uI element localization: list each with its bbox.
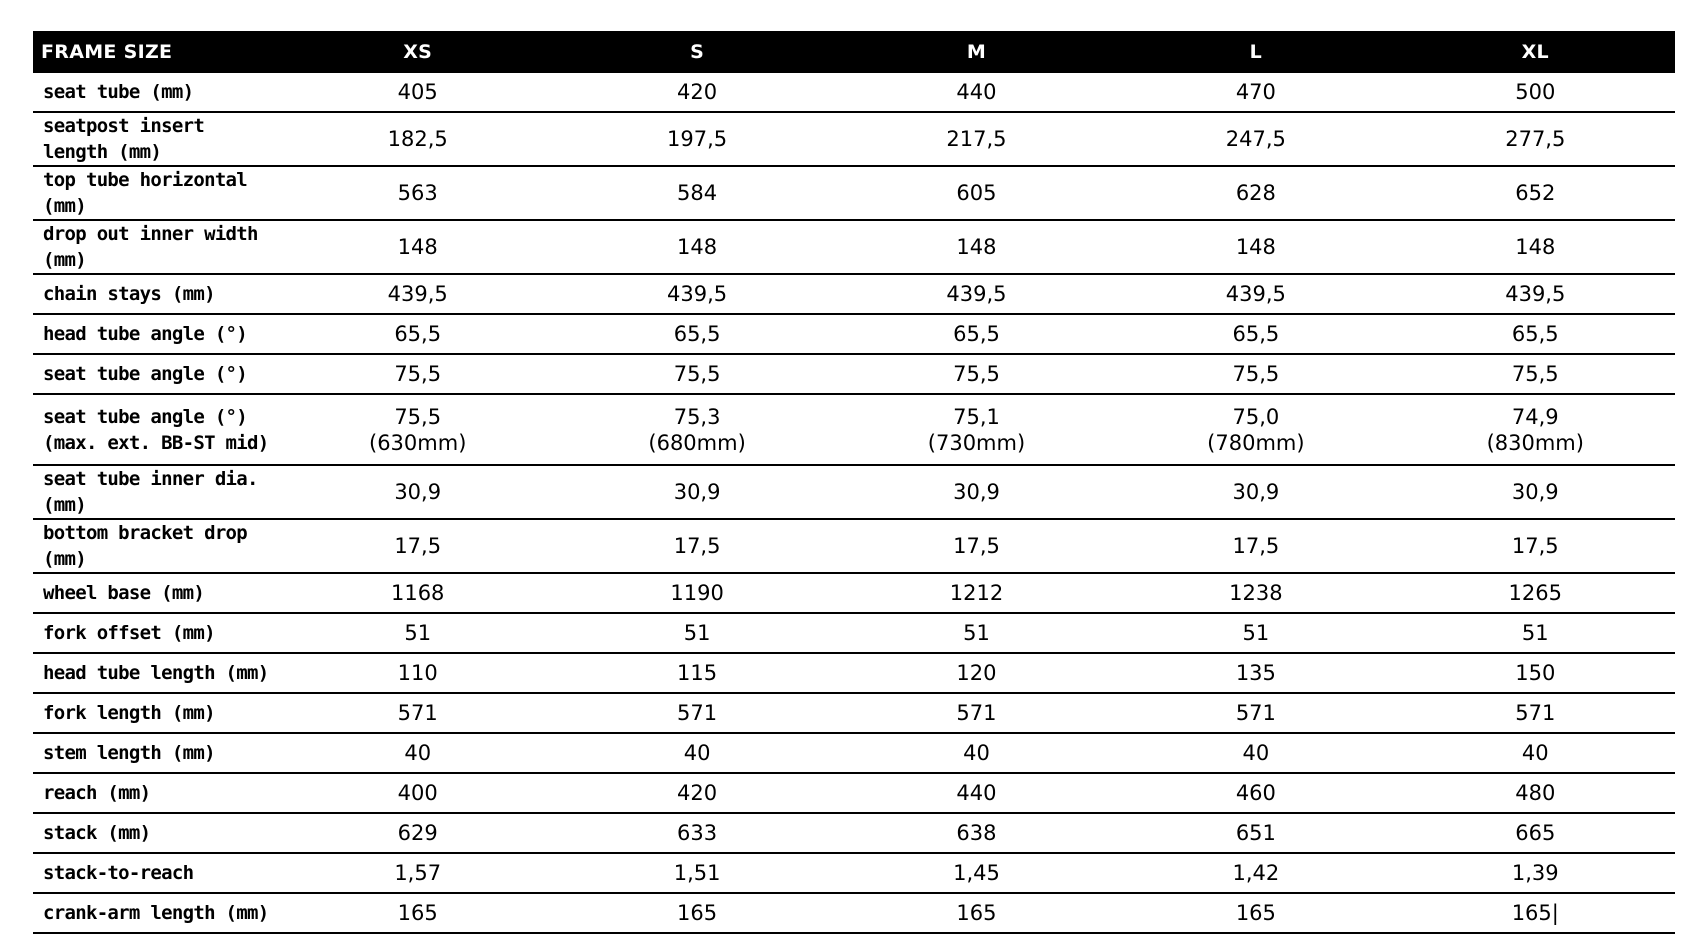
table-cell (837, 653, 1116, 693)
table-cell (278, 465, 557, 519)
table-cell (278, 314, 557, 354)
cell-value: 40 (1242, 741, 1270, 765)
cell-value: 74,9 (1511, 404, 1559, 429)
table-cell (278, 394, 557, 465)
row-label-text: seat tube angle (°) (43, 405, 248, 428)
table-cell (1116, 519, 1395, 573)
table-cell (1396, 314, 1675, 354)
cell-value: 1238 (1229, 581, 1283, 605)
cell-value: 563 (397, 181, 438, 205)
table-cell (837, 73, 1116, 112)
row-label (33, 394, 278, 465)
table-cell (557, 220, 836, 274)
table-cell (278, 693, 557, 733)
cell-value: 17,5 (1232, 534, 1280, 558)
cell-value: 30,9 (953, 480, 1000, 504)
cell-value: 148 (1515, 235, 1556, 259)
cell-value: 165 (956, 901, 997, 925)
table-cell (278, 166, 557, 220)
row-label-text: top tube horizontal (mm) (43, 169, 248, 217)
row-label-text: seat tube inner dia.(mm) (43, 468, 258, 516)
cell-value: 51 (1242, 621, 1270, 645)
cell-value: 148 (677, 235, 718, 259)
table-cell (557, 394, 836, 465)
cell-value: 165 (397, 901, 438, 925)
table-cell (557, 314, 836, 354)
table-cell (278, 893, 557, 933)
cell-value: 148 (956, 235, 997, 259)
cell-value: 571 (956, 701, 997, 725)
row-label-text: bottom bracket drop (mm) (43, 522, 248, 570)
cell-value: 1212 (949, 581, 1004, 605)
table-row (33, 274, 1675, 314)
cell-value: 148 (397, 235, 438, 259)
table-cell (1116, 773, 1395, 813)
cell-value: 1190 (670, 581, 724, 605)
cell-value: 30,9 (1232, 480, 1280, 504)
row-label (33, 220, 278, 274)
table-row (33, 314, 1675, 354)
table-cell (1116, 314, 1395, 354)
cell-value: 65,5 (673, 322, 721, 346)
table-cell (837, 813, 1116, 853)
cell-value: 247,5 (1225, 127, 1286, 151)
row-label (33, 733, 278, 773)
table-row (33, 853, 1675, 893)
cell-value: 110 (397, 661, 438, 685)
table-cell (557, 354, 836, 394)
table-cell (1116, 465, 1395, 519)
table-cell (1396, 354, 1675, 394)
table-row (33, 220, 1675, 274)
cell-value: 51 (404, 621, 432, 645)
cell-value: 65,5 (394, 322, 442, 346)
cell-subvalue: (630mm) (369, 430, 467, 455)
table-cell (1396, 893, 1675, 933)
cell-value: 51 (1521, 621, 1549, 645)
table-cell (557, 853, 836, 893)
table-cell (278, 354, 557, 394)
row-label-text: reach (mm) (43, 782, 151, 804)
cell-subvalue: (730mm) (927, 430, 1026, 455)
table-cell (1116, 653, 1395, 693)
table-cell (837, 274, 1116, 314)
table-row (33, 465, 1675, 519)
table-cell (557, 733, 836, 773)
table-cell (1116, 573, 1395, 613)
table-cell (837, 465, 1116, 519)
cell-value: 629 (397, 821, 438, 845)
row-label (33, 893, 278, 933)
cell-value: 571 (677, 701, 718, 725)
cell-value: 115 (677, 661, 718, 685)
table-cell (278, 73, 557, 112)
table-cell (557, 465, 836, 519)
cell-value: 651 (1235, 821, 1276, 845)
cell-value: 40 (1521, 741, 1549, 765)
table-cell (557, 112, 836, 166)
table-cell (1396, 220, 1675, 274)
cell-value: 439,5 (387, 282, 448, 306)
cell-value: 440 (956, 80, 997, 104)
table-cell (1396, 853, 1675, 893)
cell-subvalue: (680mm) (648, 430, 746, 455)
row-label (33, 73, 278, 112)
cell-value: 165| (1511, 901, 1559, 925)
table-row (33, 613, 1675, 653)
row-label (33, 519, 278, 573)
cell-value: 40 (963, 741, 990, 765)
cell-value: 51 (683, 621, 711, 645)
row-label (33, 314, 278, 354)
cell-value: 1,39 (1511, 861, 1559, 885)
table-cell (1116, 733, 1395, 773)
table-cell (837, 853, 1116, 893)
cell-value: 439,5 (1505, 282, 1566, 306)
row-label (33, 613, 278, 653)
row-label-text: stem length (mm) (43, 742, 215, 764)
table-cell (1396, 773, 1675, 813)
table-cell (1116, 394, 1395, 465)
cell-value: 480 (1515, 781, 1556, 805)
table-cell (837, 394, 1116, 465)
cell-value: 439,5 (667, 282, 728, 306)
row-label (33, 693, 278, 733)
cell-value: 584 (677, 181, 718, 205)
table-cell (1116, 220, 1395, 274)
table-cell (1396, 394, 1675, 465)
cell-subvalue: (780mm) (1207, 430, 1305, 455)
cell-value: 500 (1515, 80, 1556, 104)
table-cell (837, 112, 1116, 166)
cell-value: 439,5 (946, 282, 1007, 306)
cell-value: 182,5 (387, 127, 448, 151)
cell-value: 75,5 (394, 404, 442, 429)
table-row (33, 394, 1675, 465)
table-row (33, 73, 1675, 112)
row-label (33, 813, 278, 853)
table-cell (1116, 813, 1395, 853)
row-label-text: head tube angle (°) (43, 323, 248, 345)
table-cell (557, 893, 836, 933)
cell-value: 40 (683, 741, 711, 765)
table-cell (278, 220, 557, 274)
row-label (33, 166, 278, 220)
row-label-text: stack (mm) (43, 822, 151, 844)
table-cell (1116, 893, 1395, 933)
cell-value: 420 (677, 781, 718, 805)
table-cell (557, 773, 836, 813)
cell-value: 420 (677, 80, 718, 104)
table-cell (1396, 653, 1675, 693)
cell-value: 217,5 (946, 127, 1007, 151)
table-cell (278, 613, 557, 653)
table-cell (1116, 112, 1395, 166)
row-label-text: fork offset (mm) (43, 622, 215, 644)
row-label (33, 653, 278, 693)
cell-value: 405 (397, 80, 438, 104)
table-body (33, 73, 1675, 933)
cell-value: 571 (1515, 701, 1556, 725)
cell-value: 470 (1235, 80, 1276, 104)
table-row (33, 354, 1675, 394)
row-label (33, 853, 278, 893)
cell-value: 65,5 (1232, 322, 1280, 346)
cell-value: 440 (956, 781, 997, 805)
cell-value: 1,42 (1232, 861, 1280, 885)
row-label (33, 274, 278, 314)
size-header-xs: XS (278, 31, 557, 73)
cell-value: 633 (677, 821, 718, 845)
cell-value: 165 (677, 901, 718, 925)
cell-value: 75,5 (1232, 362, 1280, 386)
table-cell (1396, 573, 1675, 613)
cell-value: 165 (1235, 901, 1276, 925)
table-cell (1116, 166, 1395, 220)
table-row (33, 653, 1675, 693)
cell-value: 628 (1235, 181, 1276, 205)
row-label-subtext: (max. ext. BB-ST mid) (43, 431, 269, 454)
table-cell (557, 73, 836, 112)
table-cell (1396, 693, 1675, 733)
cell-value: 1,57 (394, 861, 442, 885)
table-row (33, 112, 1675, 166)
table-cell (1116, 613, 1395, 653)
cell-subvalue: (830mm) (1486, 430, 1584, 455)
table-row (33, 693, 1675, 733)
table-cell (557, 274, 836, 314)
table-cell (1396, 112, 1675, 166)
table-cell (278, 853, 557, 893)
cell-value: 150 (1515, 661, 1556, 685)
cell-value: 1265 (1508, 581, 1562, 605)
cell-value: 17,5 (953, 534, 1000, 558)
cell-value: 75,5 (953, 362, 1000, 386)
table-cell (278, 274, 557, 314)
cell-value: 1,45 (953, 861, 1000, 885)
table-cell (278, 112, 557, 166)
table-cell (1116, 274, 1395, 314)
table-cell (1396, 166, 1675, 220)
row-label (33, 573, 278, 613)
cell-value: 665 (1515, 821, 1556, 845)
cell-value: 652 (1515, 181, 1556, 205)
cell-value: 135 (1235, 661, 1276, 685)
cell-value: 30,9 (673, 480, 721, 504)
row-label-text: stack-to-reach (43, 862, 194, 884)
table-cell (837, 893, 1116, 933)
row-label-text: fork length (mm) (43, 702, 215, 724)
table-cell (837, 773, 1116, 813)
row-label (33, 354, 278, 394)
row-label (33, 112, 278, 166)
size-header-s: S (557, 31, 836, 73)
cell-value: 75,3 (673, 404, 721, 429)
size-header-xl: XL (1396, 31, 1675, 73)
table-cell (1396, 813, 1675, 853)
cell-value: 65,5 (1511, 322, 1559, 346)
table-row (33, 519, 1675, 573)
size-header-l: L (1116, 31, 1395, 73)
table-cell (1396, 733, 1675, 773)
row-label-text: head tube length (mm) (43, 662, 269, 684)
table-cell (278, 653, 557, 693)
table-row (33, 166, 1675, 220)
table-cell (837, 733, 1116, 773)
cell-value: 605 (956, 181, 997, 205)
table-row (33, 813, 1675, 853)
table-cell (557, 653, 836, 693)
table-cell (1396, 274, 1675, 314)
table-cell (557, 166, 836, 220)
table-cell (1116, 73, 1395, 112)
cell-value: 17,5 (1511, 534, 1559, 558)
row-label-text: seatpost insert length (mm) (43, 115, 205, 163)
table-cell (1396, 519, 1675, 573)
cell-value: 571 (397, 701, 438, 725)
header-row (33, 31, 1675, 73)
cell-value: 75,1 (953, 404, 1000, 429)
table-cell (837, 314, 1116, 354)
cell-value: 75,5 (673, 362, 721, 386)
row-label-text: drop out inner width (mm) (43, 223, 258, 271)
table-row (33, 733, 1675, 773)
table-cell (837, 354, 1116, 394)
table-cell (557, 519, 836, 573)
cell-value: 51 (963, 621, 990, 645)
table-cell (837, 220, 1116, 274)
table-cell (278, 573, 557, 613)
row-label-text: crank-arm length (mm) (43, 902, 269, 924)
cell-value: 571 (1235, 701, 1276, 725)
table-cell (837, 693, 1116, 733)
table-cell (557, 813, 836, 853)
frame-size-header: FRAME SIZE (33, 31, 278, 73)
table-cell (1396, 73, 1675, 112)
size-header-m: M (837, 31, 1116, 73)
table-cell (278, 773, 557, 813)
table-cell (557, 573, 836, 613)
cell-value: 1168 (390, 581, 445, 605)
geometry-table (33, 31, 1675, 934)
cell-value: 148 (1235, 235, 1276, 259)
table-row (33, 773, 1675, 813)
cell-value: 1,51 (673, 861, 721, 885)
table-row (33, 573, 1675, 613)
cell-value: 75,5 (394, 362, 442, 386)
cell-value: 30,9 (1511, 480, 1559, 504)
cell-value: 277,5 (1505, 127, 1566, 151)
cell-value: 400 (397, 781, 438, 805)
table-cell (1396, 613, 1675, 653)
table-cell (278, 519, 557, 573)
table-cell (1396, 465, 1675, 519)
cell-value: 460 (1235, 781, 1276, 805)
cell-value: 40 (404, 741, 432, 765)
cell-value: 75,5 (1511, 362, 1559, 386)
cell-value: 197,5 (667, 127, 728, 151)
cell-value: 17,5 (394, 534, 442, 558)
row-label (33, 465, 278, 519)
row-label-text: chain stays (mm) (43, 283, 215, 305)
cell-value: 17,5 (673, 534, 721, 558)
table-cell (1116, 853, 1395, 893)
table-cell (837, 519, 1116, 573)
table-cell (557, 693, 836, 733)
table-cell (837, 573, 1116, 613)
row-label-text: wheel base (mm) (43, 582, 205, 604)
cell-value: 439,5 (1225, 282, 1286, 306)
table-cell (557, 613, 836, 653)
cell-value: 638 (956, 821, 997, 845)
table-cell (837, 613, 1116, 653)
table-cell (1116, 693, 1395, 733)
cell-value: 65,5 (953, 322, 1000, 346)
table-row (33, 893, 1675, 933)
row-label-text: seat tube (mm) (43, 81, 194, 103)
table-cell (1116, 354, 1395, 394)
table-cell (837, 166, 1116, 220)
row-label (33, 773, 278, 813)
cell-value: 30,9 (394, 480, 442, 504)
table-cell (278, 813, 557, 853)
cell-value: 120 (956, 661, 997, 685)
table-cell (278, 733, 557, 773)
cell-value: 75,0 (1232, 404, 1280, 429)
row-label-text: seat tube angle (°) (43, 363, 248, 385)
